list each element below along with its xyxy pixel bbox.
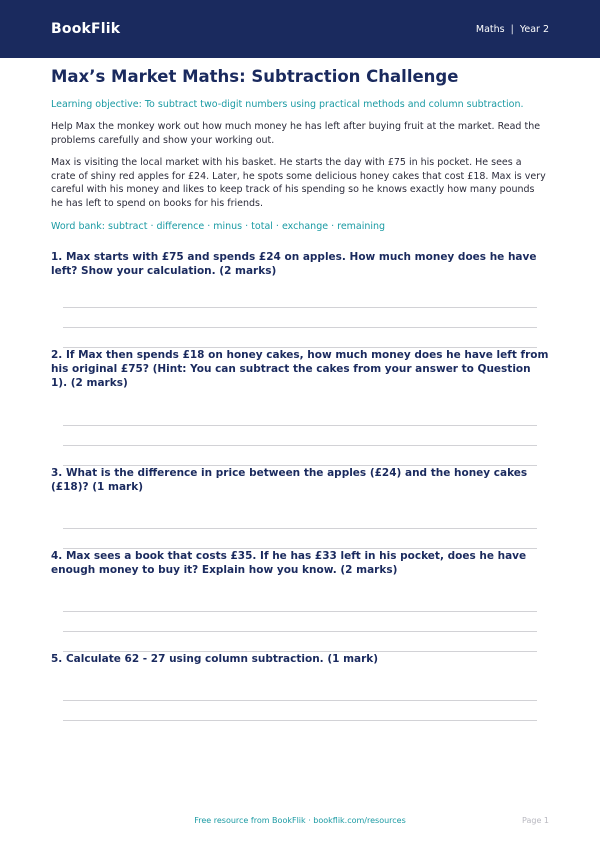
subject-year-label bbox=[476, 24, 549, 35]
intro-paragraph: Help Max the monkey work out how much money he has left after buying fruit at the market. Read the problems carefully and show your working out. bbox=[51, 121, 541, 146]
question-block-3 bbox=[51, 466, 549, 549]
answer-line[interactable] bbox=[63, 528, 537, 529]
subject-label: Maths bbox=[475, 23, 505, 35]
brand-logo[interactable]: BookFlik bbox=[51, 21, 121, 37]
learning-objective: Learning objective: To subtract two-digit numbers using practical methods and column subtraction. bbox=[51, 99, 524, 110]
worksheet-content bbox=[51, 64, 549, 721]
question-5: 5. Calculate 62 - 27 using column subtraction. (1 mark) bbox=[51, 653, 379, 665]
question-block-4 bbox=[51, 549, 549, 652]
question-block-5 bbox=[51, 652, 549, 721]
meta-separator: | bbox=[510, 23, 514, 35]
answer-line[interactable] bbox=[63, 611, 537, 612]
word-bank: Word bank: subtract · difference · minus · total · exchange · remaining bbox=[51, 221, 386, 232]
question-2: 2. If Max then spends £18 on honey cakes, how much money does he have left from his original £75? (Hint: You can subtract the cakes from your answer to Question 1). (2 marks) bbox=[51, 349, 549, 389]
page-number: Page 1 bbox=[522, 816, 549, 825]
story-paragraph: Max is visiting the local market with his basket. He starts the day with £75 in his pocket. He sees a crate of shiny red apples for £24. Later, he spots some delicious honey cakes that cost £18. Max is very careful with his money and likes to keep track of his spending so he knows exactly how many pounds he has left to spend on books for his friends. bbox=[51, 157, 546, 209]
answer-line[interactable] bbox=[63, 307, 537, 308]
question-block-1 bbox=[51, 250, 549, 348]
answer-line[interactable] bbox=[63, 631, 537, 632]
question-4: 4. Max sees a book that costs £35. If he has £33 left in his pocket, does he have enough money to buy it? Explain how you know. (2 marks) bbox=[51, 550, 527, 576]
answer-line[interactable] bbox=[63, 425, 537, 426]
question-1: 1. Max starts with £75 and spends £24 on apples. How much money does he have left? Show your calculation. (2 marks) bbox=[51, 251, 537, 277]
footer bbox=[0, 815, 600, 829]
page-title: Max’s Market Maths: Subtraction Challenge bbox=[51, 67, 459, 86]
header-bar bbox=[0, 0, 600, 58]
answer-line[interactable] bbox=[63, 445, 537, 446]
answer-line[interactable] bbox=[63, 327, 537, 328]
answer-line[interactable] bbox=[63, 700, 537, 701]
footer-credit[interactable]: Free resource from BookFlik · bookflik.com/resources bbox=[194, 816, 406, 825]
answer-line[interactable] bbox=[63, 720, 537, 721]
question-block-2 bbox=[51, 348, 549, 466]
year-label: Year 2 bbox=[519, 23, 549, 35]
question-3: 3. What is the difference in price between the apples (£24) and the honey cakes (£18)? (1 mark) bbox=[51, 467, 528, 493]
